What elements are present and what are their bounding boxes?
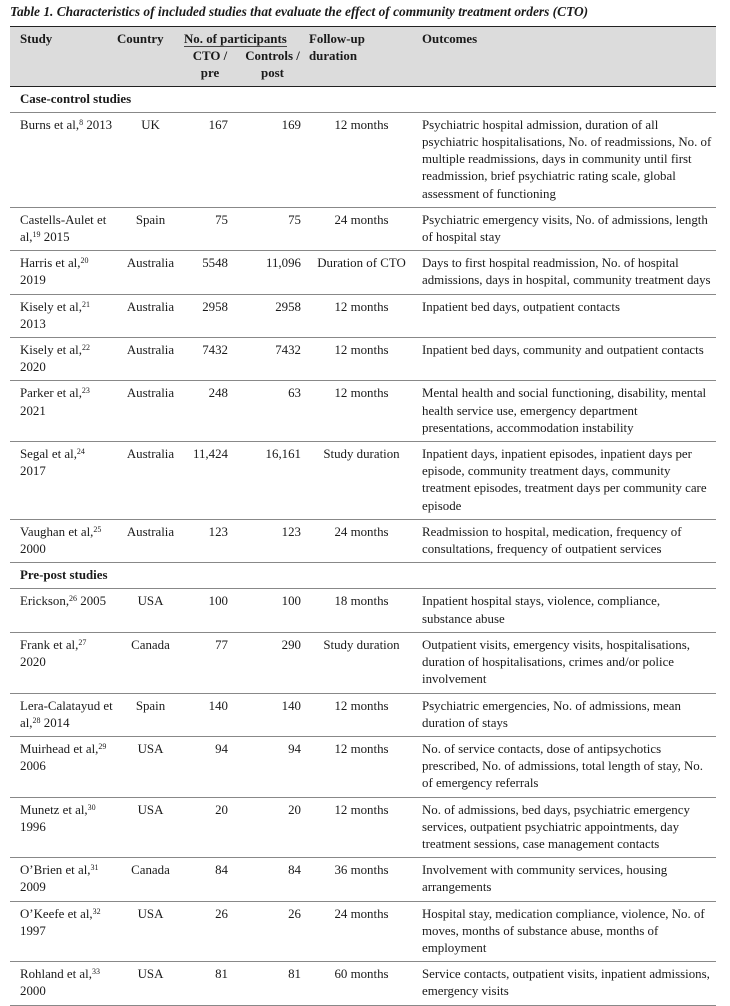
- country-cell: Australia: [126, 299, 175, 314]
- country-cell: UK: [141, 117, 160, 132]
- study-year: 2013: [20, 316, 46, 331]
- study-ref: 24: [76, 447, 85, 457]
- study-ref: 26: [69, 594, 78, 604]
- study-ref: 19: [32, 230, 41, 240]
- controls-cell: 84: [288, 863, 301, 878]
- table-row: [10, 442, 716, 520]
- controls-cell: 2958: [275, 299, 301, 314]
- outcomes-cell: Psychiatric hospital admission, duration of all psychiatric hospitalisations, No. of readmissions, No. of multiple readmissions, days in community until first readmission, brief psychiatric rating scale, global assessment of functioning: [422, 117, 712, 201]
- followup-cell: 60 months: [334, 967, 389, 982]
- study-name: Burns et al,: [20, 117, 80, 132]
- study-name: Lera-Calatayud et al,: [20, 698, 113, 730]
- cto-cell: 75: [215, 212, 228, 227]
- country-cell: USA: [137, 967, 164, 982]
- study-ref: 30: [87, 802, 96, 812]
- table-row: [10, 112, 716, 207]
- cto-cell: 94: [215, 741, 228, 756]
- study-cell: [10, 901, 117, 962]
- study-year: 2015: [43, 230, 70, 245]
- followup-cell: 24 months: [334, 906, 389, 921]
- study-cell: [10, 381, 117, 442]
- outcomes-cell: Inpatient bed days, community and outpatient contacts: [422, 343, 704, 358]
- country-cell: USA: [137, 594, 164, 609]
- followup-cell: 12 months: [334, 343, 389, 358]
- table-row: [10, 632, 716, 693]
- header-study: Study: [10, 27, 117, 87]
- cto-cell: 100: [208, 594, 228, 609]
- cto-cell: 20: [215, 802, 228, 817]
- cto-cell: 5548: [202, 256, 228, 271]
- header-cto-pre: CTO / pre: [184, 48, 236, 86]
- study-name: Parker et al,: [20, 386, 82, 401]
- study-name: Segal et al,: [20, 447, 77, 462]
- controls-cell: 81: [288, 967, 301, 982]
- study-name: Vaughan et al,: [20, 524, 94, 539]
- country-cell: USA: [137, 906, 164, 921]
- study-year: 2017: [20, 464, 46, 479]
- outcomes-cell: Involvement with community services, housing arrangements: [422, 863, 668, 895]
- study-ref: 33: [91, 967, 100, 977]
- outcomes-cell: Inpatient days, inpatient episodes, inpatient days per episode, community treatment days, community treatment episodes, treatment days per community care episode: [422, 447, 707, 513]
- country-cell: Australia: [126, 386, 175, 401]
- followup-cell: 12 months: [334, 117, 389, 132]
- study-ref: 31: [90, 863, 99, 873]
- study-cell: [10, 693, 117, 736]
- cto-cell: 7432: [202, 343, 228, 358]
- study-ref: 32: [92, 906, 101, 916]
- table-row: [10, 589, 716, 632]
- study-name: Kisely et al,: [20, 299, 82, 314]
- study-cell: [10, 251, 117, 294]
- study-year: 2014: [43, 715, 70, 730]
- study-ref: 23: [81, 386, 90, 396]
- country-cell: USA: [137, 802, 164, 817]
- section-title: Case-control studies: [20, 91, 132, 106]
- study-name: Frank et al,: [20, 637, 79, 652]
- study-year: 2006: [20, 759, 46, 774]
- outcomes-cell: Mental health and social functioning, disability, mental health service use, emergency department presentations, accommodation instability: [422, 386, 707, 435]
- study-cell: [10, 519, 117, 562]
- controls-cell: 169: [281, 117, 301, 132]
- followup-cell: 18 months: [334, 594, 389, 609]
- table-row: [10, 519, 716, 562]
- table-row: [10, 381, 716, 442]
- table-container: [10, 26, 716, 1006]
- study-name: Castells-Aulet et al,: [20, 212, 107, 245]
- study-year: 2009: [20, 880, 46, 895]
- study-cell: [10, 736, 117, 797]
- outcomes-cell: Inpatient hospital stays, violence, compliance, substance abuse: [422, 594, 661, 626]
- study-ref: 20: [80, 256, 89, 266]
- study-year: 1997: [20, 923, 46, 938]
- study-year: 1996: [20, 819, 46, 834]
- controls-cell: 100: [281, 594, 301, 609]
- cto-cell: 84: [215, 863, 228, 878]
- header-participants-label: No. of participants: [184, 32, 287, 46]
- cto-cell: 81: [215, 967, 228, 982]
- study-year: 2000: [20, 542, 46, 557]
- header-controls-post: Controls / post: [236, 48, 309, 86]
- study-name: Kisely et al,: [20, 343, 82, 358]
- table-caption: Table 1. Characteristics of included studies that evaluate the effect of community treatment orders (CTO): [10, 4, 589, 19]
- study-name: Harris et al,: [20, 256, 81, 271]
- followup-cell: Duration of CTO: [317, 256, 406, 271]
- cto-cell: 167: [208, 117, 228, 132]
- followup-cell: 12 months: [334, 386, 389, 401]
- cto-cell: 140: [208, 698, 228, 713]
- cto-cell: 2958: [202, 299, 228, 314]
- followup-cell: 24 months: [334, 212, 389, 227]
- study-ref: 28: [32, 715, 41, 725]
- table-row: [10, 962, 716, 1005]
- controls-cell: 290: [281, 637, 301, 652]
- country-cell: Canada: [131, 637, 170, 652]
- outcomes-cell: Hospital stay, medication compliance, violence, No. of moves, months of substance abuse, months of employment: [422, 906, 705, 955]
- study-name: Rohland et al,: [20, 967, 92, 982]
- table-row: [10, 338, 716, 381]
- controls-cell: 16,161: [265, 447, 301, 462]
- controls-cell: 26: [288, 906, 301, 921]
- table-row: [10, 693, 716, 736]
- study-year: 2020: [20, 655, 46, 670]
- table-row: [10, 294, 716, 337]
- cto-cell: 248: [208, 386, 228, 401]
- study-ref: 21: [81, 299, 90, 309]
- controls-cell: 123: [281, 524, 301, 539]
- studies-table: [10, 26, 716, 1006]
- controls-cell: 20: [288, 802, 301, 817]
- country-cell: Australia: [126, 447, 175, 462]
- controls-cell: 75: [288, 212, 301, 227]
- outcomes-cell: Psychiatric emergencies, No. of admissions, mean duration of stays: [422, 698, 681, 730]
- followup-cell: 24 months: [334, 524, 389, 539]
- study-year: 2019: [20, 273, 46, 288]
- study-year: 2020: [20, 360, 46, 375]
- outcomes-cell: No. of service contacts, dose of antipsychotics prescribed, No. of admissions, total length of stay, No. of emergency referrals: [422, 741, 703, 791]
- study-cell: [10, 338, 117, 381]
- outcomes-cell: Psychiatric emergency visits, No. of admissions, length of hospital stay: [422, 212, 708, 245]
- table-row: [10, 797, 716, 858]
- followup-cell: 12 months: [334, 741, 389, 756]
- table-row: [10, 251, 716, 294]
- study-year: 2005: [80, 594, 107, 609]
- outcomes-cell: Readmission to hospital, medication, frequency of consultations, frequency of outpatient services: [422, 524, 682, 557]
- country-cell: Spain: [135, 212, 166, 227]
- study-name: Munetz et al,: [20, 802, 88, 817]
- study-cell: [10, 858, 117, 901]
- controls-cell: 94: [288, 741, 301, 756]
- study-name: O’Brien et al,: [20, 863, 91, 878]
- study-ref: 8: [79, 117, 84, 127]
- outcomes-cell: Outpatient visits, emergency visits, hospitalisations, duration of hospitalisations, crimes and/or police involvement: [422, 637, 690, 687]
- study-cell: [10, 797, 117, 858]
- study-cell: [10, 294, 117, 337]
- outcomes-cell: No. of admissions, bed days, psychiatric emergency services, outpatient psychiatric appointments, day treatment sessions, case management contacts: [422, 802, 690, 851]
- study-year: 2000: [20, 984, 46, 999]
- table-row: [10, 207, 716, 250]
- study-ref: 25: [93, 524, 102, 534]
- header-participants: [184, 27, 309, 49]
- table-row: [10, 858, 716, 901]
- outcomes-cell: Days to first hospital readmission, No. of hospital admissions, days in hospital, community treatment days: [422, 256, 711, 288]
- followup-cell: 12 months: [334, 802, 389, 817]
- country-cell: Australia: [126, 343, 175, 358]
- outcomes-cell: Service contacts, outpatient visits, inpatient admissions, emergency visits: [422, 967, 710, 999]
- country-cell: Canada: [131, 863, 170, 878]
- cto-cell: 11,424: [193, 447, 228, 462]
- controls-cell: 63: [288, 386, 301, 401]
- table-header: [10, 27, 716, 87]
- followup-cell: Study duration: [323, 637, 400, 652]
- table-body: [10, 86, 716, 1005]
- section-row: [10, 563, 716, 589]
- study-year: 2013: [86, 117, 113, 132]
- section-title: Pre-post studies: [20, 568, 108, 583]
- study-name: Muirhead et al,: [20, 741, 99, 756]
- header-outcomes: Outcomes: [414, 27, 716, 87]
- controls-cell: 140: [281, 698, 301, 713]
- study-cell: [10, 589, 117, 632]
- study-ref: 29: [98, 741, 107, 751]
- study-cell: [10, 112, 117, 207]
- study-name: O’Keefe et al,: [20, 906, 93, 921]
- study-cell: [10, 442, 117, 520]
- country-cell: Australia: [126, 256, 175, 271]
- study-cell: [10, 962, 117, 1005]
- header-country: Country: [117, 27, 184, 87]
- study-name: Erickson,: [20, 594, 70, 609]
- controls-cell: 7432: [275, 343, 301, 358]
- followup-cell: Study duration: [323, 447, 400, 462]
- followup-cell: 12 months: [334, 698, 389, 713]
- study-cell: [10, 632, 117, 693]
- study-ref: 27: [78, 637, 87, 647]
- followup-cell: 12 months: [334, 299, 389, 314]
- country-cell: Australia: [126, 524, 175, 539]
- controls-cell: 11,096: [266, 256, 301, 271]
- study-year: 2021: [20, 403, 46, 418]
- country-cell: Spain: [135, 698, 166, 713]
- cto-cell: 77: [215, 637, 228, 652]
- table-row: [10, 736, 716, 797]
- header-followup: Follow-up duration: [309, 27, 414, 87]
- section-row: [10, 86, 716, 112]
- cto-cell: 26: [215, 906, 228, 921]
- outcomes-cell: Inpatient bed days, outpatient contacts: [422, 299, 620, 314]
- country-cell: USA: [137, 741, 164, 756]
- cto-cell: 123: [208, 524, 228, 539]
- study-ref: 22: [81, 343, 90, 353]
- table-row: [10, 901, 716, 962]
- study-cell: [10, 207, 117, 250]
- followup-cell: 36 months: [334, 863, 389, 878]
